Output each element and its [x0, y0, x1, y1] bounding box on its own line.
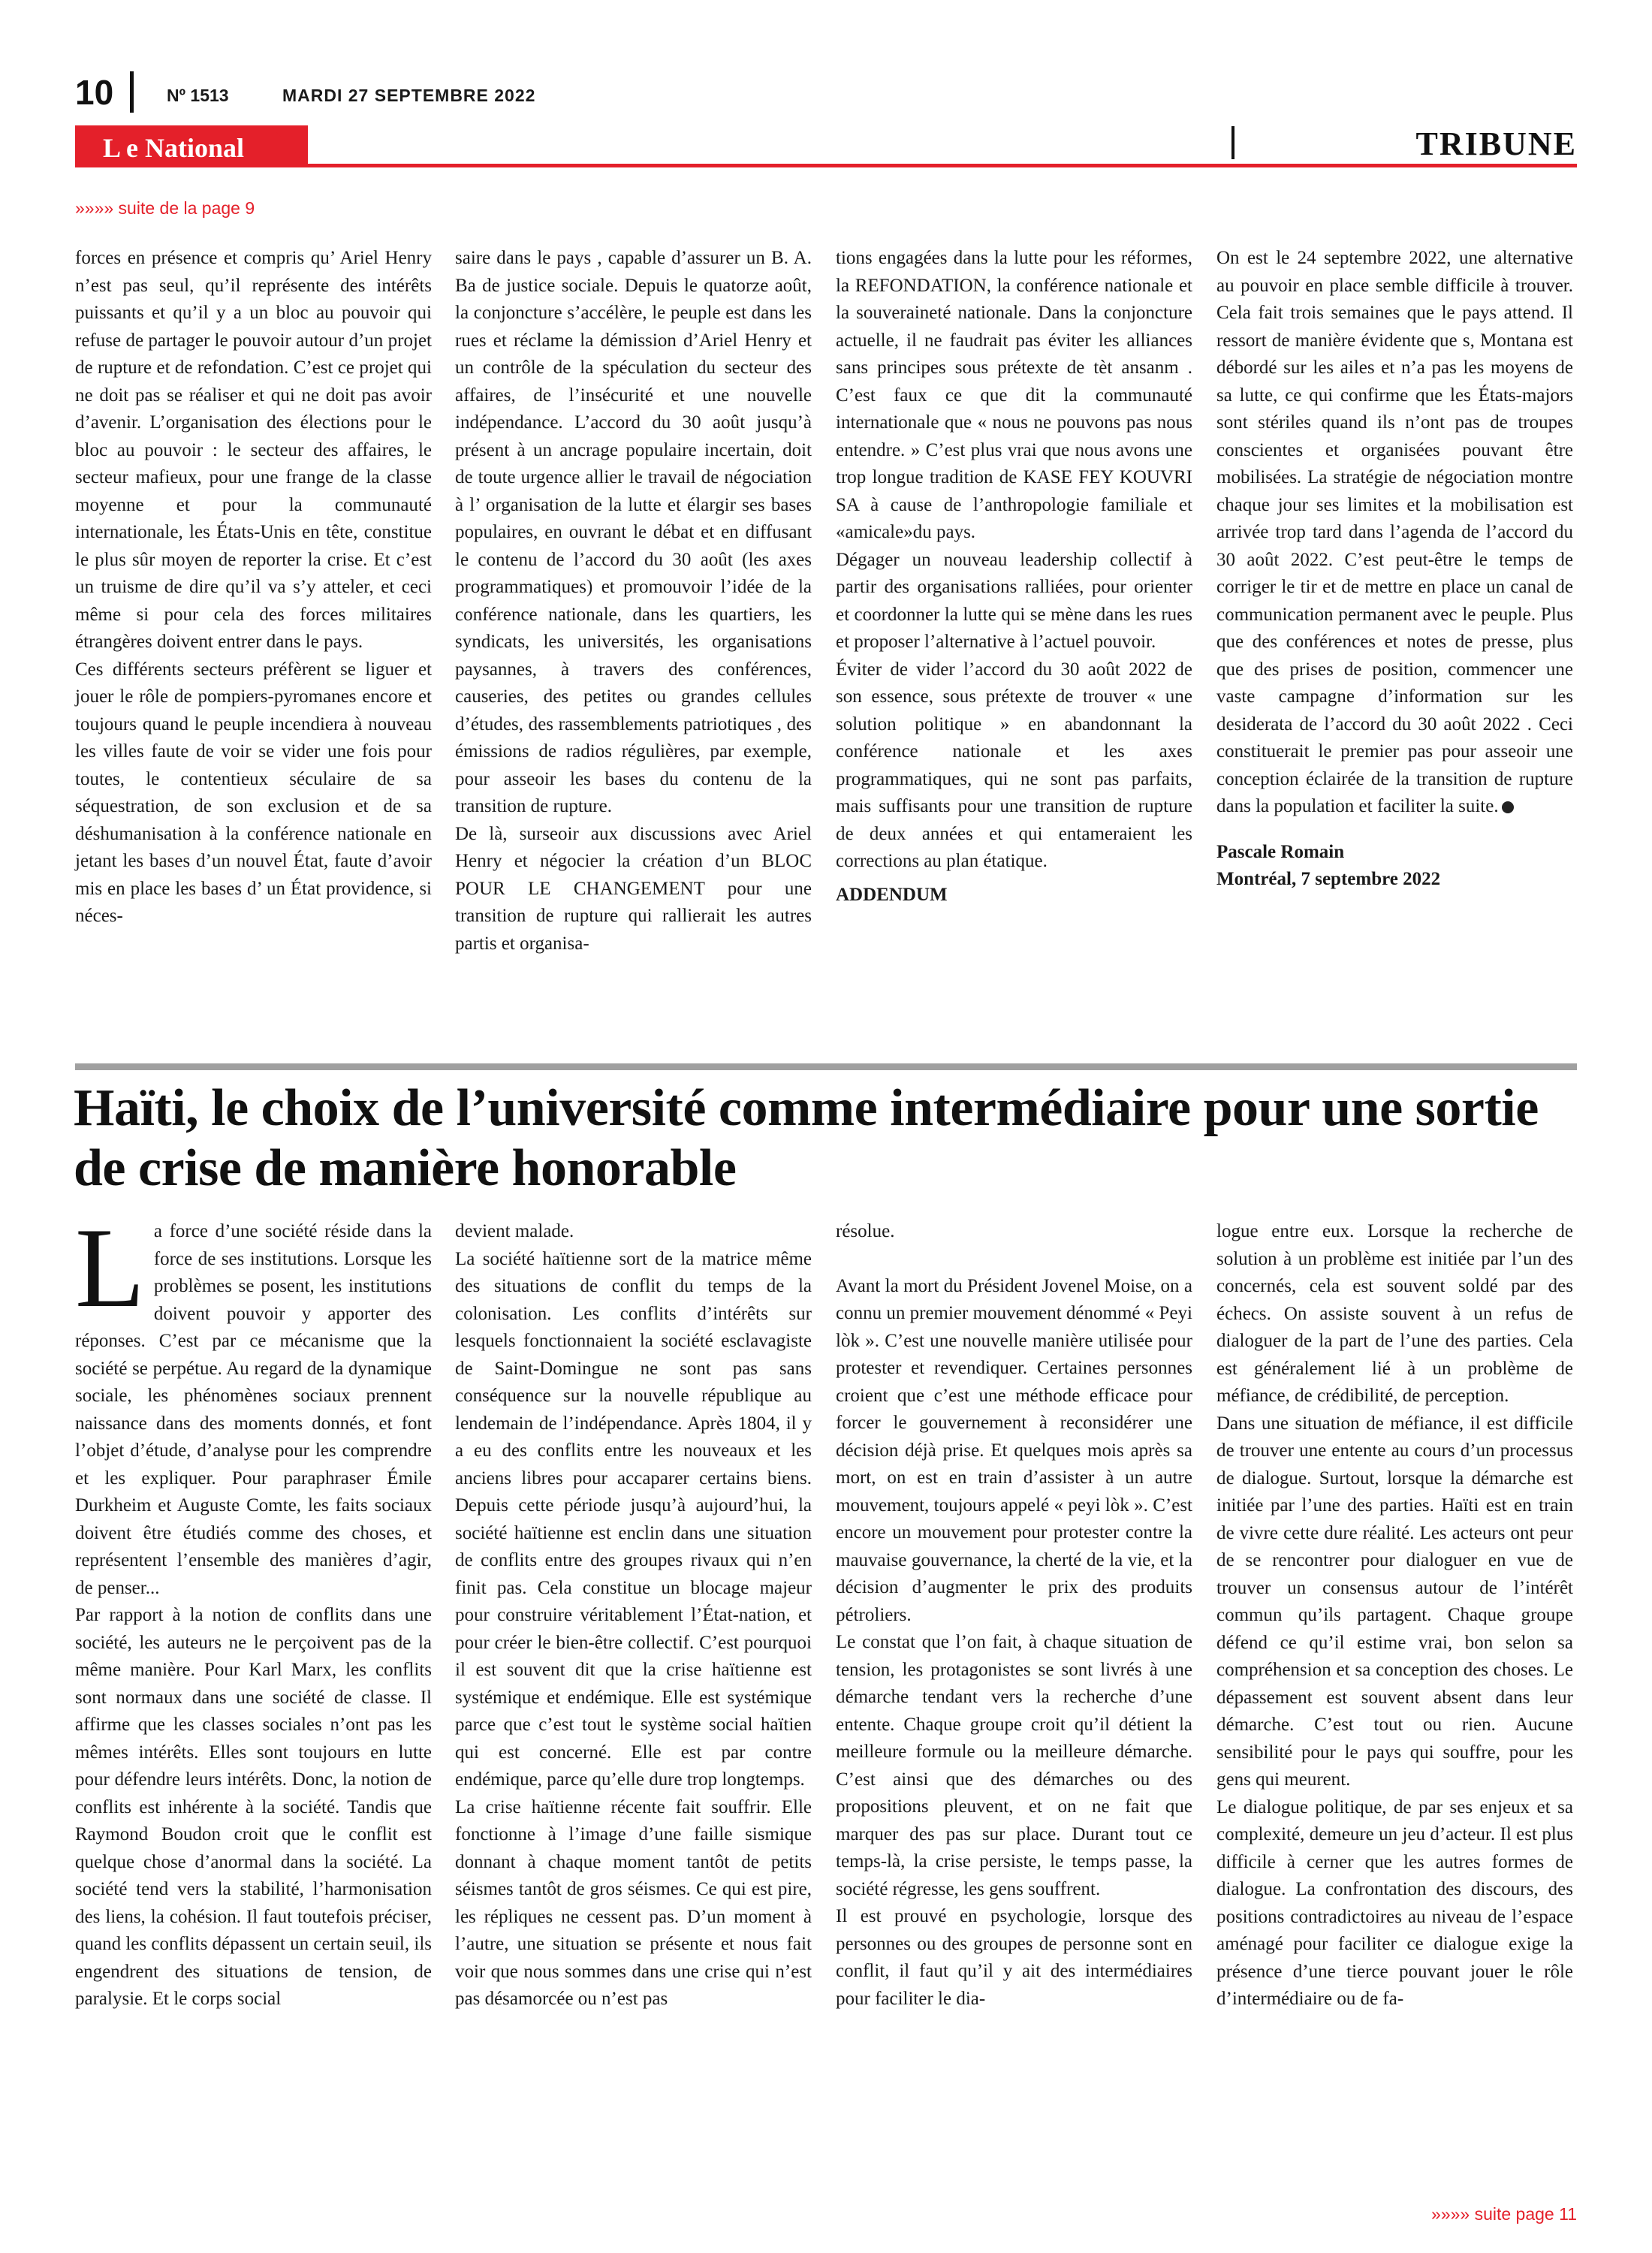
addendum-heading: ADDENDUM — [836, 884, 948, 905]
article-column-2 — [455, 1218, 812, 2013]
paragraph: Le dialogue politique, de par ses enjeux et sa complexité, demeure un jeu d’acteur. Il est plus difficile à cerner que les autres formes de dialogue. La confrontation des discours, des positions contradictoires au niveau de l’espace aménagé pour faciliter ce dialogue exige la présence d’une tierce pouvant jouer le rôle d’intermédiaire ou de fa- — [1216, 1796, 1573, 2009]
author-location-date: Montréal, 7 septembre 2022 — [1216, 869, 1441, 889]
paragraph: La société haïtienne sort de la matrice même des situations de conflit du temps de la colonisation. Les conflits d’intérêts sur lesquels fonctionnaient la société esclavagiste de Saint-Domingue ne sont pas sans conséquence sur la nouvelle république au lendemain de l’indépendance. Après 1804, il y a eu des conflits entre les nouveaux et les anciens libres pour accaparer certains biens. Depuis cette période jusqu’à aujourd’hui, la société haïtienne est enclin dans une situation de conflits entre des groupes rivaux qui n’en finit pas. Cela constitue un blocage majeur pour construire véritablement l’État-nation, et pour créer le bien-être collectif. C’est pourquoi il est souvent dit que la crise haïtienne est systémique et endémique. Elle est systémique parce que c’est tout le système social haïtien qui est concerné. Elle est par contre endémique, parce qu’elle dure trop longtemps. — [455, 1248, 812, 1790]
paragraph-text: On est le 24 septembre 2022, une alternative au pouvoir en place semble difficile à trouver. Cela fait trois semaines que le pays attend. Il ressort de manière évidente que s, Montana est débordé sur les ailes et n’a pas les moyens de sa lutte, ce qui confirme que les États-majors sont stériles quand ils n’ont pas de troupes conscientes et organisées pouvant être mobilisées. La stratégie de négociation montre chaque jour ses limites et la mobilisation est arrivée trop tard dans l’agenda de l’accord du 30 août 2022. C’est peut-être le temps de corriger le tir et de mettre en place un canal de communication permanent avec le peuple. Plus que des conférences et notes de presse, plus que des prises de position, commencer une vaste campagne d’information sur les desiderata de l’accord du 30 août 2022 . Ceci constituerait le premier pas pour asseoir une conception éclairée de la transition de rupture dans la population et faciliter la suite. — [1216, 248, 1573, 816]
paragraph: résolue. — [836, 1221, 895, 1241]
paragraph: logue entre eux. Lorsque la recherche de solution à un problème est initiée par l’un des concernés, cela est souvent soldé par des échecs. On assiste souvent à un refus de dialoguer de la part de l’une des parties. Cela est généralement lié à un problème de méfiance, de crédibilité, de perception. — [1216, 1221, 1573, 1406]
continued-from-label: »»»» suite de la page 9 — [75, 198, 255, 218]
article-column-4 — [1216, 1218, 1573, 2013]
paragraph: La crise haïtienne récente fait souffrir. Elle fonctionne à l’image d’une faille sismique donnant à chaque moment tantôt de petits séismes tantôt de gros séismes. Ce qui est pire, les répliques ne cessent pas. D’un moment à l’autre, une situation se présente et nous fait voir que nous sommes dans une crise qui n’est pas désamorcée ou n’est pas — [455, 1796, 812, 2009]
tribune-column-2 — [455, 245, 812, 958]
issue-date: MARDI 27 SEPTEMBRE 2022 — [282, 86, 536, 105]
paragraph-text: a force d’une société réside dans la force de ses institutions. Lorsque les problèmes se posent, les institutions doivent pouvoir y apporter des réponses. C’est par ce mécanisme que la société se perpétue. Au regard de la dynamique sociale, les phénomènes sociaux prennent naissance dans des moments donnés, et font l’objet d’étude, d’analyse pour les comprendre et les expliquer. Pour paraphraser Émile Durkheim et Auguste Comte, les faits sociaux doivent être étudiés comme des choses, et représentent l’ensemble des manières d’agir, de penser... — [75, 1221, 432, 1598]
paragraph: forces en présence et compris qu’ Ariel Henry n’est pas seul, qu’il représente des intérêts puissants et qu’il y a un bloc au pouvoir qui refuse de partager le pouvoir autour d’un projet de rupture et de refondation. C’est ce projet qui ne doit pas se réaliser et qui ne doit pas avoir d’avenir. L’organisation des élections pour le bloc au pouvoir : le secteur des affaires, le secteur mafieux, pour une frange de la classe moyenne et pour la communauté internationale, les États-Unis en tête, constitue le plus sûr moyen de reporter la crise. Et c’est un truisme de dire qu’il va s’y atteler, et ceci même si pour cela des forces militaires étrangères doivent entrer dans le pays. — [75, 248, 432, 652]
paragraph: saire dans le pays , capable d’assurer un B. A. Ba de justice sociale. Depuis le quatorze août, la conjoncture s’accélère, le peuple est dans les rues et réclame la démission d’Ariel Henry et un contrôle de la spéculation du secteur des affaires, de l’insécurité et une nouvelle indépendance. L’accord du 30 août jusqu’à présent à un ancrage populaire incertain, doit de toute urgence allier le travail de négociation à l’ organisation de la lutte et élargir ses bases populaires, en ouvrant le débat et en diffusant le contenu de l’accord du 30 août (les axes programmatiques) et promouvoir l’idée de la conférence nationale, dans les quartiers, les syndicats, les universités, les organisations paysannes, à travers des conférences, causeries, des petites ou grandes cellules d’études, des rassemblements patriotiques , des émissions de radios régulières, par exemple, pour asseoir les bases du contenu de la transition de rupture. — [455, 248, 812, 816]
article-headline: Haïti, le choix de l’université comme intermédiaire pour une sortie de crise de manière honorable — [74, 1079, 1539, 1197]
article-column-1 — [75, 1205, 432, 2013]
page-number-divider — [130, 71, 134, 113]
paragraph: Éviter de vider l’accord du 30 août 2022 de son essence, sous prétexte de trouver « une solution politique » en abandonnant la conférence nationale et les axes programmatiques, qui ne sont pas parfaits, mais suffisants pour une transition de rupture de deux années et qui entameraient les corrections au plan étatique. — [836, 659, 1192, 871]
section-divider — [1231, 126, 1234, 159]
paragraph: Il est prouvé en psychologie, lorsque des personnes ou des groupes de personne sont en conflit, il faut qu’il y ait des intermédiaires pour faciliter le dia- — [836, 1906, 1192, 2009]
paragraph: Ces différents secteurs préfèrent se liguer et jouer le rôle de pompiers-pyromanes encore et toujours quand le peuple incendiera à nouveau les villes faute de voir se vider une fois pour toutes, le contentieux séculaire de sa séquestration, de son exclusion et de sa déshumanisation à la conférence nationale en jetant les bases d’un nouvel État, faute d’avoir mis en place les bases d’ un État providence, si néces- — [75, 659, 432, 926]
page-number: 10 — [75, 73, 114, 112]
continued-to-link[interactable]: »»»» suite page 11 — [1431, 2204, 1577, 2224]
article-separator-rule — [75, 1063, 1577, 1070]
paragraph: Dans une situation de méfiance, il est difficile de trouver une entente au cours d’un processus de dialogue. Surtout, lorsque la démarche est initiée par l’une des parties. Haïti est en train de vivre cette dure réalité. Les acteurs ont peur de se rencontrer pour dialoguer en vue de trouver un consensus autour de l’intérêt commun qu’ils partagent. Chaque groupe défend ce qu’il estime vrai, bon selon sa compréhension et sa conception des choses. Le dépassement est souvent absent dans leur démarche. C’est tout ou rien. Aucune sensibilité pour le pays qui souffre, pour les gens qui meurent. — [1216, 1413, 1573, 1790]
paragraph — [75, 1205, 432, 1602]
paragraph: Avant la mort du Président Jovenel Moise, on a connu un premier mouvement dénommé « Peyi lòk ». C’est une nouvelle manière utilisée pour protester et revendiquer. Certaines personnes croient que c’est une méthode efficace pour forcer le gouvernement à reconsidérer une décision déjà prise. Et quelques mois après sa mort, on est en train d’assister à un autre mouvement, toujours appelé « peyi lòk ». C’est encore un mouvement pour protester contre la mauvaise gouvernance, la cherté de la vie, et la décision d’augmenter le prix des produits pétroliers. — [836, 1275, 1192, 1625]
end-of-article-icon — [1502, 801, 1514, 813]
article-column-3 — [836, 1218, 1192, 2013]
drop-cap: L — [75, 1205, 145, 1331]
tribune-column-3 — [836, 245, 1192, 909]
paragraph: Par rapport à la notion de conflits dans une société, les auteurs ne le perçoivent pas de la même manière. Pour Karl Marx, les conflits sont normaux dans une société de classe. Il affirme que les classes sociales n’ont pas les mêmes intérêts. Elles sont toujours en lutte pour défendre leurs intérêts. Donc, la notion de conflits est inhérente à la société. Tandis que Raymond Boudon croit que le conflit est quelque chose d’anormal dans la société. La société tend vers la stabilité, l’harmonisation des liens, la cohésion. Il faut toutefois préciser, quand les conflits dépassent un certain seuil, ils engendrent des situations de tension, de paralysie. Et le corps social — [75, 1605, 432, 2009]
paragraph: tions engagées dans la lutte pour les réformes, la REFONDATION, la conférence nationale et la souveraineté nationale. Dans la conjoncture actuelle, il ne faudrait pas éviter les alliances sans principes sous prétexte de tèt ansanm . C’est faux ce que dit la communauté internationale que « nous ne pouvons pas nous entendre. » C’est plus vrai que nous avons une trop longue tradition de KASE FEY KOUVRI SA à cause de l’anthropologie familiale et «amicale»du pays. — [836, 248, 1192, 542]
paragraph — [1216, 245, 1573, 821]
tribune-column-4 — [1216, 245, 1573, 894]
paragraph: Dégager un nouveau leadership collectif à partir des organisations ralliées, pour orienter et coordonner la lutte qui se mène dans les rues et proposer l’alternative à l’actuel pouvoir. — [836, 549, 1192, 652]
paragraph: De là, surseoir aux discussions avec Ariel Henry et négocier la création d’un BLOC POUR LE CHANGEMENT pour une transition de rupture qui rallierait les autres partis et organisa- — [455, 823, 812, 954]
tribune-column-1 — [75, 245, 432, 930]
section-title: TRIBUNE — [1415, 125, 1577, 162]
brand-name: L e National — [103, 133, 245, 163]
paragraph: Le constat que l’on fait, à chaque situation de tension, les protagonistes se sont livrés à une démarche tendant vers la recherche d’une entente. Chaque groupe croit qu’il détient la meilleure formule ou la meilleure démarche. C’est ainsi que des démarches ou des propositions pleuvent, et on ne fait que marquer des pas sur place. Durant tout ce temps-là, la crise persiste, le temps passe, la société régresse, les gens souffrent. — [836, 1632, 1192, 1899]
paragraph: devient malade. — [455, 1221, 574, 1241]
author-name: Pascale Romain — [1216, 841, 1345, 862]
issue-number: Nº 1513 — [167, 86, 229, 105]
